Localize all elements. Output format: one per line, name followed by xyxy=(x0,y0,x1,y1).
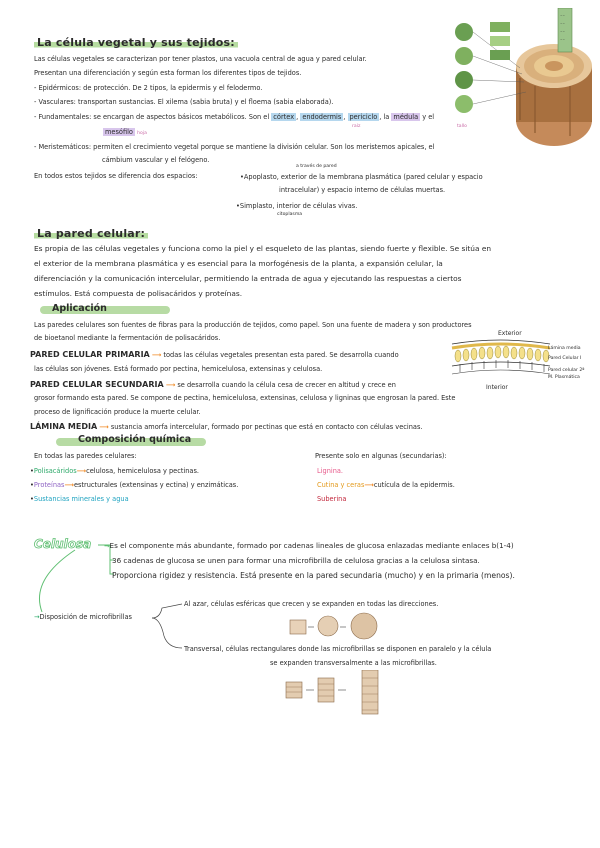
composition-heading: Composición química xyxy=(56,434,206,447)
apoplasto-2: intracelular) y espacio interno de células muertas. xyxy=(279,186,446,194)
wall-para-2: el exterior de la membrana plasmática y es esencial para la morfogénesis de la planta, a expansión celular, la xyxy=(34,259,443,268)
composition-polysaccharides: •Polisacáridos⟶celulosa, hemicelulosa y pectinas. xyxy=(30,467,200,475)
tissue-fundamental: - Fundamentales: se encargan de aspectos básicos metabólicos. Son el córtex , endodermis , periciclo , la médula y el xyxy=(34,113,435,121)
composition-minerals: •Sustancias minerales y agua xyxy=(30,495,129,503)
mesofilo-line: mesófilo hoja xyxy=(105,128,147,136)
simplasto-note: citoplasma xyxy=(277,212,303,217)
cellulose-point-1: →Es el componente más abundante, formado por cadenas lineales de glucosa enlazadas mediante enlaces b(1-4) xyxy=(104,541,514,550)
apoplasto-note: a través de pared xyxy=(296,164,337,169)
label-raiz: raíz xyxy=(352,124,361,129)
secondary-wall-row: PARED CELULAR SECUNDARIA ⟶ se desarrolla cuando la célula cesa de crecer en altitud y crece en xyxy=(30,380,396,389)
intro-line-1: Las células vegetales se caracterizan por tener plastos, una vacuola central de agua y pared celular. xyxy=(34,55,367,63)
cellulose-point-2: 36 cadenas de glucosa se unen para formar una microfibrilla de celulosa gracias a la celulosa sintasa. xyxy=(112,556,480,565)
secondary-wall-row-2: grosor formando esta pared. Se compone de pectina, hemicelulosa, extensinas, celulosa y ligninas que engrosan la pared. Este xyxy=(34,394,456,402)
middle-lamella-row: LÁMINA MEDIA ⟶ sustancia amorfa intercelular, formado por pectinas que está en contacto con células vecinas. xyxy=(30,422,423,431)
composition-all-heading: En todas las paredes celulares: xyxy=(34,452,137,460)
tissue-meristematic: - Meristemáticos: permiten el crecimiento vegetal porque se mantiene la división celular. Son los meristemos apicales, el xyxy=(34,143,435,151)
transverse-growth-illustration xyxy=(284,670,394,716)
spaces-intro: En todos estos tejidos se diferencia dos espacios: xyxy=(34,172,198,180)
tissue-meristematic-2: cámbium vascular y el felógeno. xyxy=(102,156,210,164)
svg-text:~~: ~~ xyxy=(560,29,566,33)
microfibril-transverse-1: Transversal, células rectangulares donde las microfibrillas se disponen en paralelo y la célula xyxy=(184,645,492,653)
svg-text:~~: ~~ xyxy=(560,13,566,17)
composition-lignin: Lignina. xyxy=(317,467,344,475)
microfibril-disposition: →Disposición de microfibrillas xyxy=(34,613,132,621)
composition-proteins: •Proteínas⟶estructurales (extensinas y ectina) y enzimáticas. xyxy=(30,481,239,489)
cell-wall-diagram: Exterior Lámina media Pared Celular I Pared celular 2ª M. Plasmática Interior xyxy=(450,330,590,400)
composition-suberin: Suberina xyxy=(317,495,347,503)
random-growth-illustration xyxy=(288,612,388,640)
svg-text:~~: ~~ xyxy=(560,21,566,25)
wall-para-1: Es propia de las células vegetales y funciona como la piel y el esqueleto de las plantas, siendo fuerte y flexible. Se sitúa en xyxy=(34,244,492,253)
microfibril-branch-lines xyxy=(150,600,190,670)
tree-trunk-illustration xyxy=(450,8,600,158)
primary-wall-row: PARED CELULAR PRIMARIA ⟶ todas las células vegetales presentan esta pared. Se desarrolla cuando xyxy=(30,350,399,359)
section-title-wall: La pared celular: xyxy=(34,227,148,240)
tissue-epidermal: - Epidérmicos: de protección. De 2 tipos, la epidermis y el felodermo. xyxy=(34,84,263,92)
microfibril-random: Al azar, células esféricas que crecen y se expanden en todas las direcciones. xyxy=(184,600,439,608)
simplasto: •Simplasto, interior de células vivas. xyxy=(236,202,358,210)
wall-para-3: diferenciación y la comunicación intercelular, permitiendo la entrada de agua y ejecutando las respuestas a ciertos xyxy=(34,274,462,283)
label-tallo: tallo xyxy=(457,124,467,129)
cellulose-point-3: Proporciona rigidez y resistencia. Está presente en la pared secundaria (mucho) y en la primaria (menos). xyxy=(112,571,515,580)
microfibril-transverse-2: se expanden transversalmente a las microfibrillas. xyxy=(270,659,437,667)
composition-some-heading: Presente solo en algunas (secundarias): xyxy=(315,452,447,460)
apoplasto-1: •Apoplasto, exterior de la membrana plasmática (pared celular y espacio xyxy=(240,173,483,181)
section-title-cell: La célula vegetal y sus tejidos: xyxy=(34,36,238,49)
secondary-wall-row-3: proceso de lignificación produce la muerte celular. xyxy=(34,408,201,416)
primary-wall-row-2: las células son jóvenes. Está formado por pectina, hemicelulosa, extensinas y celulosa. xyxy=(34,365,323,373)
wall-para-4: estímulos. Está compuesta de polisacáridos y proteínas. xyxy=(34,289,243,298)
application-heading: Aplicación xyxy=(40,303,170,316)
cellulose-title: Celulosa xyxy=(34,537,92,551)
composition-cutin: Cutina y ceras⟶cutícula de la epidermis. xyxy=(317,481,455,489)
application-1: Las paredes celulares son fuentes de fibras para la producción de tejidos, como papel. Son una fuente de madera y son productores xyxy=(34,321,472,329)
svg-text:~~: ~~ xyxy=(560,37,566,41)
application-2: de bioetanol mediante la fermentación de polisacáridos. xyxy=(34,334,221,342)
intro-line-2: Presentan una diferenciación y según esta forman los diferentes tipos de tejidos. xyxy=(34,69,302,77)
tissue-vascular: - Vasculares: transportan sustancias. El xilema (sabia bruta) y el floema (sabia elaborada). xyxy=(34,98,334,106)
